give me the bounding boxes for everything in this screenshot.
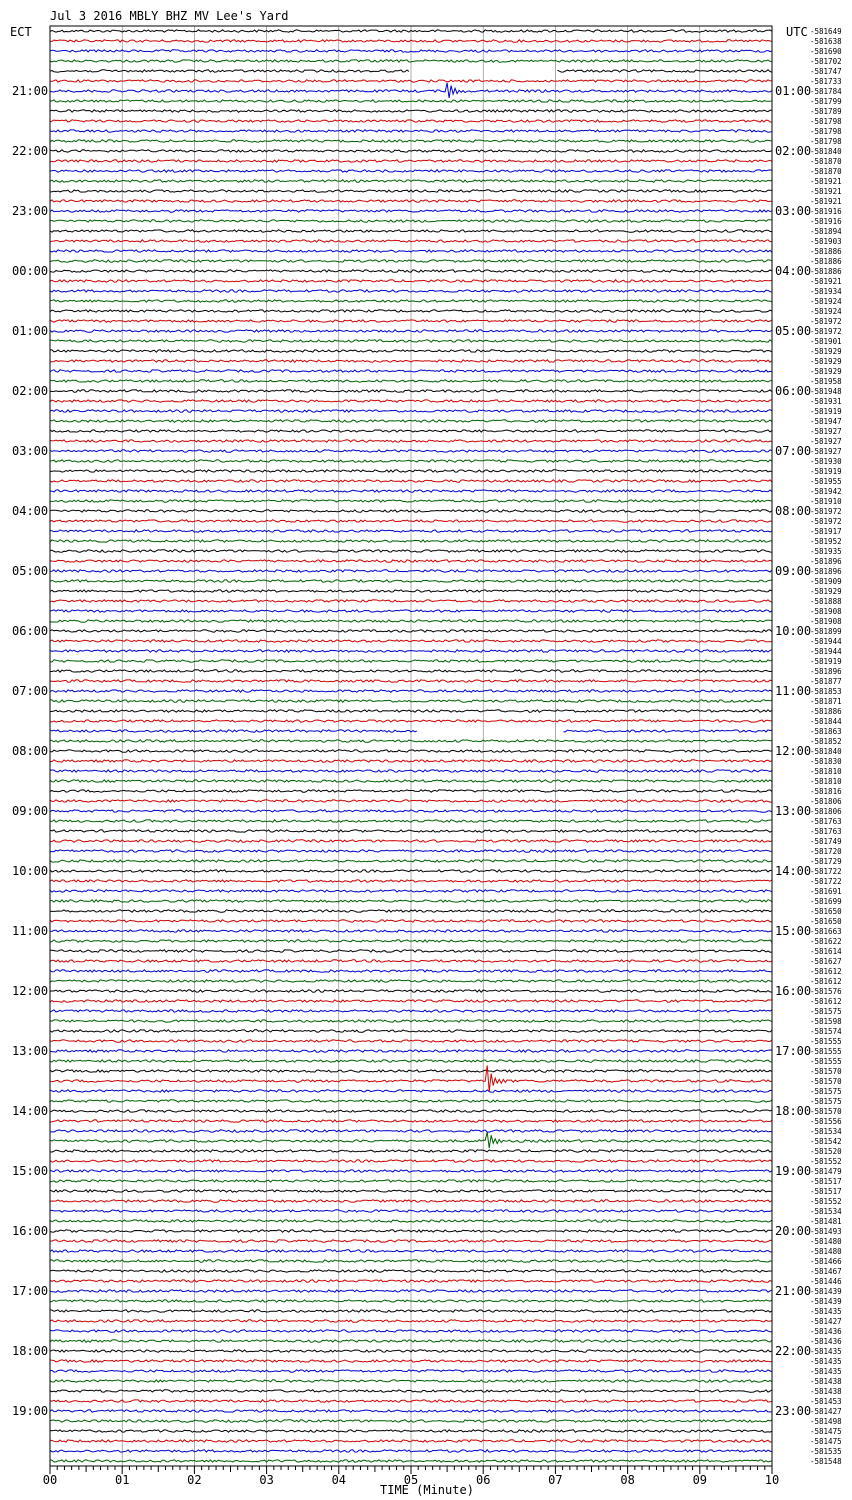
- x-tick-label: 05: [403, 1473, 419, 1487]
- trace-value-label: -581555: [810, 1047, 842, 1056]
- trace-value-label: -581729: [810, 857, 842, 866]
- trace-value-label: -581691: [810, 887, 842, 896]
- trace-value-label: -581622: [810, 937, 842, 946]
- trace-value-label: -581480: [810, 1237, 842, 1246]
- trace-value-label: -581552: [810, 1197, 842, 1206]
- trace-value-label: -581935: [810, 547, 842, 556]
- trace-value-label: -581919: [810, 407, 842, 416]
- trace-value-label: -581903: [810, 237, 842, 246]
- trace-value-label: -581930: [810, 457, 842, 466]
- hour-label-left: 16:00: [12, 1224, 49, 1238]
- trace-value-label: -581798: [810, 117, 842, 126]
- hour-label-left: 22:00: [12, 144, 49, 158]
- trace-value-label: -581612: [810, 997, 842, 1006]
- trace-value-label: -581598: [810, 1017, 842, 1026]
- hour-label-right: 17:00: [775, 1044, 812, 1058]
- trace-value-label: -581733: [810, 77, 842, 86]
- chart-title: Jul 3 2016 MBLY BHZ MV Lee's Yard: [50, 9, 289, 23]
- hour-label-right: 07:00: [775, 444, 812, 458]
- right-zone-label: UTC: [786, 25, 808, 39]
- hour-label-left: 12:00: [12, 984, 49, 998]
- trace-value-label: -581910: [810, 497, 842, 506]
- trace-value-label: -581438: [810, 1377, 842, 1386]
- trace-value-label: -581475: [810, 1437, 842, 1446]
- trace-value-label: -581427: [810, 1407, 842, 1416]
- trace-value-label: -581927: [810, 437, 842, 446]
- trace-value-label: -581763: [810, 817, 842, 826]
- trace-value-label: -581798: [810, 137, 842, 146]
- trace-value-label: -581840: [810, 147, 842, 156]
- trace-value-label: -581934: [810, 287, 842, 296]
- hour-label-right: 23:00: [775, 1404, 812, 1418]
- trace-value-label: -581942: [810, 487, 842, 496]
- trace-value-label: -581886: [810, 267, 842, 276]
- hour-label-right: 04:00: [775, 264, 812, 278]
- hour-label-right: 22:00: [775, 1344, 812, 1358]
- x-tick-label: 01: [114, 1473, 130, 1487]
- hour-label-left: 02:00: [12, 384, 49, 398]
- hour-label-left: 23:00: [12, 204, 49, 218]
- trace-value-label: -581763: [810, 827, 842, 836]
- trace-value-label: -581552: [810, 1157, 842, 1166]
- trace-value-label: -581929: [810, 357, 842, 366]
- trace-value-label: -581722: [810, 867, 842, 876]
- trace-value-label: -581870: [810, 157, 842, 166]
- trace-value-label: -581853: [810, 687, 842, 696]
- hour-label-left: 13:00: [12, 1044, 49, 1058]
- trace-value-label: -581840: [810, 747, 842, 756]
- trace-value-label: -581627: [810, 957, 842, 966]
- trace-value-label: -581972: [810, 507, 842, 516]
- trace-value-label: -581493: [810, 1227, 842, 1236]
- trace-value-label: -581438: [810, 1387, 842, 1396]
- trace-value-label: -581570: [810, 1067, 842, 1076]
- trace-value-label: -581896: [810, 667, 842, 676]
- trace-value-label: -581927: [810, 447, 842, 456]
- hour-label-right: 21:00: [775, 1284, 812, 1298]
- hour-label-right: 01:00: [775, 84, 812, 98]
- trace-value-label: -581784: [810, 87, 842, 96]
- trace-value-label: -581972: [810, 517, 842, 526]
- hour-label-right: 06:00: [775, 384, 812, 398]
- hour-label-left: 06:00: [12, 624, 49, 638]
- trace-value-label: -581535: [810, 1447, 842, 1456]
- trace-value-label: -581575: [810, 1097, 842, 1106]
- trace-value-label: -581844: [810, 717, 842, 726]
- hour-label-right: 18:00: [775, 1104, 812, 1118]
- trace-value-label: -581498: [810, 1417, 842, 1426]
- trace-value-label: -581720: [810, 847, 842, 856]
- trace-value-label: -581830: [810, 757, 842, 766]
- x-tick-label: 09: [692, 1473, 708, 1487]
- trace-value-label: -581916: [810, 207, 842, 216]
- trace-value-label: -581908: [810, 617, 842, 626]
- trace-value-label: -581699: [810, 897, 842, 906]
- hour-label-left: 18:00: [12, 1344, 49, 1358]
- trace-value-label: -581806: [810, 807, 842, 816]
- trace-value-label: -581921: [810, 187, 842, 196]
- trace-value-label: -581886: [810, 707, 842, 716]
- trace-value-label: -581886: [810, 257, 842, 266]
- x-tick-label: 06: [475, 1473, 491, 1487]
- trace-value-label: -581650: [810, 907, 842, 916]
- trace-value-label: -581574: [810, 1027, 842, 1036]
- trace-value-label: -581556: [810, 1117, 842, 1126]
- hour-label-right: 13:00: [775, 804, 812, 818]
- trace-value-label: -581475: [810, 1427, 842, 1436]
- trace-value-label: -581899: [810, 627, 842, 636]
- trace-value-label: -581466: [810, 1257, 842, 1266]
- trace-value-label: -581909: [810, 577, 842, 586]
- hour-label-right: 20:00: [775, 1224, 812, 1238]
- trace-value-label: -581929: [810, 587, 842, 596]
- trace-value-label: -581952: [810, 537, 842, 546]
- trace-value-label: -581921: [810, 277, 842, 286]
- hour-label-left: 17:00: [12, 1284, 49, 1298]
- trace-value-label: -581921: [810, 197, 842, 206]
- trace-value-label: -581799: [810, 97, 842, 106]
- trace-value-label: -581810: [810, 777, 842, 786]
- trace-value-label: -581929: [810, 367, 842, 376]
- trace-value-label: -581427: [810, 1317, 842, 1326]
- trace-value-label: -581852: [810, 737, 842, 746]
- trace-value-label: -581479: [810, 1167, 842, 1176]
- hour-label-left: 09:00: [12, 804, 49, 818]
- trace-value-label: -581886: [810, 247, 842, 256]
- x-tick-label: 04: [331, 1473, 347, 1487]
- trace-value-label: -581570: [810, 1077, 842, 1086]
- trace-value-labels: [810, 27, 842, 1466]
- trace-value-label: -581722: [810, 877, 842, 886]
- trace-value-label: -581436: [810, 1327, 842, 1336]
- x-tick-label: 02: [187, 1473, 202, 1487]
- hour-label-right: 11:00: [775, 684, 812, 698]
- hour-label-left: 01:00: [12, 324, 49, 338]
- trace-value-label: -581517: [810, 1177, 842, 1186]
- hour-label-left: 10:00: [12, 864, 49, 878]
- trace-value-label: -581955: [810, 477, 842, 486]
- trace-value-label: -581972: [810, 327, 842, 336]
- trace-value-label: -581919: [810, 467, 842, 476]
- trace-value-label: -581576: [810, 987, 842, 996]
- trace-value-label: -581453: [810, 1397, 842, 1406]
- trace-value-label: -581436: [810, 1337, 842, 1346]
- trace-value-label: -581467: [810, 1267, 842, 1276]
- trace-value-label: -581520: [810, 1147, 842, 1156]
- trace-value-label: -581702: [810, 57, 842, 66]
- trace-value-label: -581548: [810, 1457, 842, 1466]
- hour-label-left: 07:00: [12, 684, 49, 698]
- trace-value-label: -581871: [810, 697, 842, 706]
- trace-value-label: -581947: [810, 417, 842, 426]
- trace-value-label: -581638: [810, 37, 842, 46]
- trace-value-label: -581575: [810, 1087, 842, 1096]
- trace-value-label: -581894: [810, 227, 842, 236]
- x-tick-label: 00: [42, 1473, 58, 1487]
- hour-label-right: 16:00: [775, 984, 812, 998]
- trace-value-label: -581690: [810, 47, 842, 56]
- trace-value-label: -581542: [810, 1137, 842, 1146]
- x-axis-label: TIME (Minute): [380, 1483, 474, 1497]
- x-tick-label: 03: [259, 1473, 274, 1487]
- hour-label-right: 19:00: [775, 1164, 812, 1178]
- trace-value-label: -581575: [810, 1007, 842, 1016]
- trace-value-label: -581927: [810, 427, 842, 436]
- trace-value-label: -581798: [810, 127, 842, 136]
- x-tick-label: 08: [620, 1473, 635, 1487]
- trace-value-label: -581896: [810, 557, 842, 566]
- trace-value-label: -581650: [810, 917, 842, 926]
- trace-value-label: -581534: [810, 1127, 842, 1136]
- hour-label-right: 05:00: [775, 324, 812, 338]
- hour-label-right: 08:00: [775, 504, 812, 518]
- hour-label-left: 21:00: [12, 84, 49, 98]
- trace-value-label: -581972: [810, 317, 842, 326]
- hour-label-right: 15:00: [775, 924, 812, 938]
- trace-value-label: -581896: [810, 567, 842, 576]
- trace-value-label: -581435: [810, 1347, 842, 1356]
- trace-value-label: -581806: [810, 797, 842, 806]
- x-tick-label: 10: [764, 1473, 780, 1487]
- trace-value-label: -581612: [810, 977, 842, 986]
- x-tick-label: 07: [548, 1473, 563, 1487]
- hour-label-left: 00:00: [12, 264, 49, 278]
- trace-value-label: -581929: [810, 347, 842, 356]
- trace-value-label: -581481: [810, 1217, 842, 1226]
- trace-value-label: -581435: [810, 1357, 842, 1366]
- trace-value-label: -581570: [810, 1107, 842, 1116]
- trace-value-label: -581877: [810, 677, 842, 686]
- trace-value-label: -581480: [810, 1247, 842, 1256]
- hour-label-right: 02:00: [775, 144, 812, 158]
- hour-label-left: 05:00: [12, 564, 49, 578]
- hour-label-left: 11:00: [12, 924, 49, 938]
- trace-value-label: -581870: [810, 167, 842, 176]
- hour-label-right: 10:00: [775, 624, 812, 638]
- hour-label-right: 14:00: [775, 864, 812, 878]
- trace-value-label: -581931: [810, 397, 842, 406]
- hour-label-left: 14:00: [12, 1104, 49, 1118]
- trace-value-label: -581789: [810, 107, 842, 116]
- trace-value-label: -581534: [810, 1207, 842, 1216]
- trace-value-label: -581555: [810, 1057, 842, 1066]
- trace-value-label: -581439: [810, 1297, 842, 1306]
- hour-label-left: 03:00: [12, 444, 49, 458]
- trace-value-label: -581649: [810, 27, 842, 36]
- hour-label-right: 09:00: [775, 564, 812, 578]
- trace-value-label: -581921: [810, 177, 842, 186]
- trace-value-label: -581663: [810, 927, 842, 936]
- trace-value-label: -581924: [810, 297, 842, 306]
- trace-value-label: -581749: [810, 837, 842, 846]
- hour-label-left: 04:00: [12, 504, 49, 518]
- trace-value-label: -581944: [810, 637, 842, 646]
- left-zone-label: ECT: [10, 25, 32, 39]
- trace-value-label: -581614: [810, 947, 842, 956]
- trace-value-label: -581446: [810, 1277, 842, 1286]
- trace-value-label: -581944: [810, 647, 842, 656]
- trace-value-label: -581612: [810, 967, 842, 976]
- trace-value-label: -581816: [810, 787, 842, 796]
- trace-value-label: -581958: [810, 377, 842, 386]
- trace-value-label: -581924: [810, 307, 842, 316]
- trace-value-label: -581916: [810, 217, 842, 226]
- trace-value-label: -581863: [810, 727, 842, 736]
- trace-value-label: -581517: [810, 1187, 842, 1196]
- trace-value-label: -581908: [810, 607, 842, 616]
- hour-label-left: 19:00: [12, 1404, 49, 1418]
- hour-label-left: 15:00: [12, 1164, 49, 1178]
- trace-value-label: -581888: [810, 597, 842, 606]
- trace-value-label: -581555: [810, 1037, 842, 1046]
- hour-label-right: 12:00: [775, 744, 812, 758]
- trace-value-label: -581948: [810, 387, 842, 396]
- trace-value-label: -581435: [810, 1367, 842, 1376]
- hour-label-right: 03:00: [775, 204, 812, 218]
- hour-label-left: 08:00: [12, 744, 49, 758]
- trace-value-label: -581917: [810, 527, 842, 536]
- trace-value-label: -581435: [810, 1307, 842, 1316]
- trace-value-label: -581919: [810, 657, 842, 666]
- trace-value-label: -581747: [810, 67, 842, 76]
- trace-value-label: -581810: [810, 767, 842, 776]
- trace-value-label: -581901: [810, 337, 842, 346]
- trace-value-label: -581439: [810, 1287, 842, 1296]
